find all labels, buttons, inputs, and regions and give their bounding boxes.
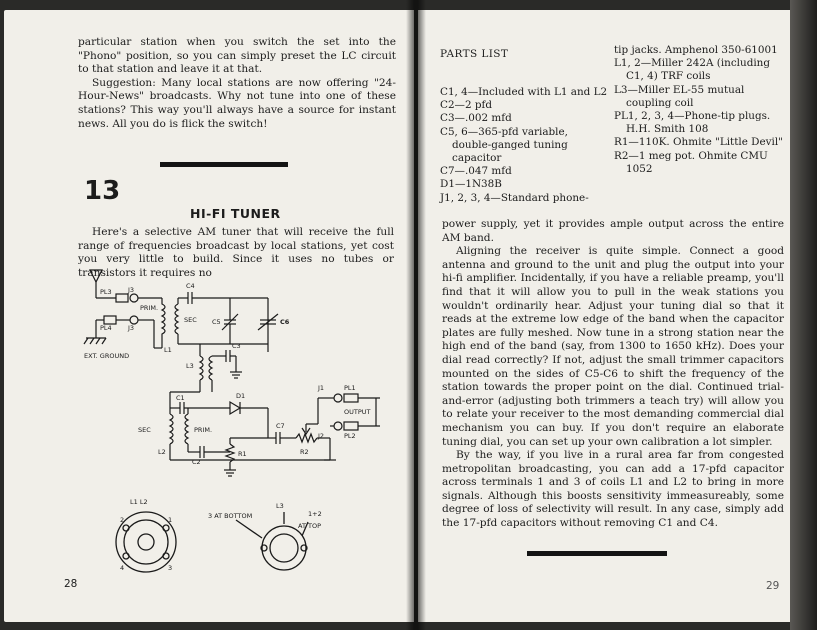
label-coil-l3: L3 bbox=[276, 502, 284, 510]
parts-list-column-2 bbox=[614, 44, 786, 176]
part-item: C2—2 pfd bbox=[440, 99, 493, 112]
label-l1-l2: L1 L2 bbox=[130, 498, 148, 506]
label-l1: L1 bbox=[164, 346, 172, 354]
label-l3: L3 bbox=[186, 362, 194, 370]
project-intro-paragraph: Here's a selective AM tuner that will receive the full range of frequencies broadcast by local stations, yet cost you very little to build. Since it uses no tubes or transistors it requires no bbox=[78, 226, 394, 279]
label-ext-ground: EXT. GROUND bbox=[84, 352, 130, 360]
page-number-left: 28 bbox=[64, 578, 78, 590]
coil-pinout-diagrams bbox=[96, 494, 344, 578]
parts-list-heading: PARTS LIST bbox=[440, 48, 509, 60]
label-l2: L2 bbox=[158, 448, 166, 456]
parts-list-column-1 bbox=[440, 86, 608, 205]
label-pin-3: 3 bbox=[168, 564, 173, 572]
label-c6: C6 bbox=[280, 318, 290, 326]
label-pin-1: 1 bbox=[168, 516, 173, 524]
continued-paragraph: power supply, yet it provides ample output across the entire AM band. bbox=[442, 218, 784, 244]
part-item: C3—.002 mfd bbox=[440, 112, 512, 125]
aligning-paragraph: Aligning the receiver is quite simple. Connect a good antenna and ground to the unit and plug the output into your hi-fi amplifier. Incidentally, if you have a reliable preamp, you'll find that it will allow you to pull in the weak stations you wouldn't ordinarily hear. Adjust your tuning dial so that it reads at the extreme low edge of the band when the capacitor plates are fully meshed. Now tune in a strong station near the high end of the band (say, from 1300 to 1650 kHz). Does your dial read correctly? If not, adjust the small trimmer capacitors mounted on the sides of C5-C6 to shift the frequency of the station towards the proper point on the dial. Continued trial-and-error (adjusting both trimmers a teach try) will allow you to relate your receiver to the most demanding commercial dial mechanism you can buy. If you don't require an elaborate tuning dial, you can set up your own calibration a lot simpler. bbox=[442, 245, 784, 448]
label-pl3: PL3 bbox=[100, 288, 112, 296]
label-prim: PRIM. bbox=[140, 304, 159, 312]
label-at-bottom: 3 AT BOTTOM bbox=[208, 512, 253, 520]
part-item: L3—Miller EL-55 mutual coupling coil bbox=[614, 83, 745, 109]
part-item: J1, 2, 3, 4—Standard phone- bbox=[440, 191, 589, 204]
part-item: D1—1N38B bbox=[440, 178, 502, 191]
label-c1: C1 bbox=[176, 394, 185, 402]
label-sec: SEC bbox=[184, 316, 197, 324]
label-at-top: AT TOP bbox=[298, 522, 321, 530]
label-pl2: PL2 bbox=[344, 432, 356, 440]
label-sec-2: SEC bbox=[138, 426, 151, 434]
part-item: C1, 4—Included with L1 and L2 bbox=[440, 86, 608, 98]
part-item: PL1, 2, 3, 4—Phone-tip plugs. H.H. Smith 108 bbox=[614, 110, 771, 136]
label-c5: C5 bbox=[212, 318, 221, 326]
page-edge-shadow bbox=[790, 0, 817, 630]
part-item: R2—1 meg pot. Ohmite CMU 1052 bbox=[614, 149, 768, 175]
label-c3: C3 bbox=[232, 342, 241, 350]
page-number-right: 29 bbox=[766, 580, 780, 592]
intro-text bbox=[78, 36, 396, 131]
rural-paragraph: By the way, if you live in a rural area far from congested metropolitan broadcasting, you can add a 17-pfd capacitor across terminals 1 and 3 of coils L1 and L2 to bring in more signals. Although this boosts sensitivity immeasureably, some degree of loss of selectivity will result. In any case, simply add the 17-pfd capacitors without removing C1 and C4. bbox=[442, 449, 784, 530]
label-pl4: PL4 bbox=[100, 324, 112, 332]
section-rule bbox=[160, 162, 288, 167]
label-d1: D1 bbox=[236, 392, 246, 400]
intro-paragraph: particular station when you switch the set into the "Phono" position, so you can simply preset the LC circuit to that station and leave it at that. bbox=[78, 36, 396, 76]
part-item: R1—110K. Ohmite "Little Devil" bbox=[614, 136, 783, 149]
book-gutter bbox=[406, 0, 426, 630]
label-pin-2: 2 bbox=[120, 516, 125, 524]
label-r2: R2 bbox=[300, 448, 309, 456]
label-pin-4: 4 bbox=[120, 564, 125, 572]
tuner-schematic bbox=[80, 264, 400, 484]
section-rule-right bbox=[527, 551, 667, 556]
part-item: L1, 2—Miller 242A (including C1, 4) TRF coils bbox=[614, 57, 771, 83]
label-c4: C4 bbox=[186, 282, 195, 290]
part-item: tip jacks. Amphenol 350-61001 bbox=[614, 44, 778, 56]
alignment-text bbox=[442, 218, 784, 531]
project-title: HI-FI TUNER bbox=[190, 206, 281, 221]
label-1-2: 1+2 bbox=[308, 510, 322, 518]
label-j3-lower: J3 bbox=[128, 324, 135, 332]
label-c7: C7 bbox=[276, 422, 285, 430]
part-item: C7—.047 mfd bbox=[440, 165, 512, 178]
label-j3-upper: J3 bbox=[128, 286, 135, 294]
label-j2: J2 bbox=[318, 432, 325, 440]
label-prim-2: PRIM. bbox=[194, 426, 213, 434]
label-output: OUTPUT bbox=[344, 408, 371, 416]
suggestion-paragraph: Suggestion: Many local stations are now offering "24-Hour-News" broadcasts. Why not tune into one of these stations? This way you'll always have a source for instant news. All you do is flick the switch! bbox=[78, 76, 396, 130]
project-number: 13 bbox=[84, 176, 121, 206]
label-j1: J1 bbox=[318, 384, 325, 392]
label-r1: R1 bbox=[238, 450, 247, 458]
label-c2: C2 bbox=[192, 458, 201, 466]
part-item: C5, 6—365-pfd variable, double-ganged tuning capacitor bbox=[440, 125, 568, 165]
label-pl1: PL1 bbox=[344, 384, 356, 392]
